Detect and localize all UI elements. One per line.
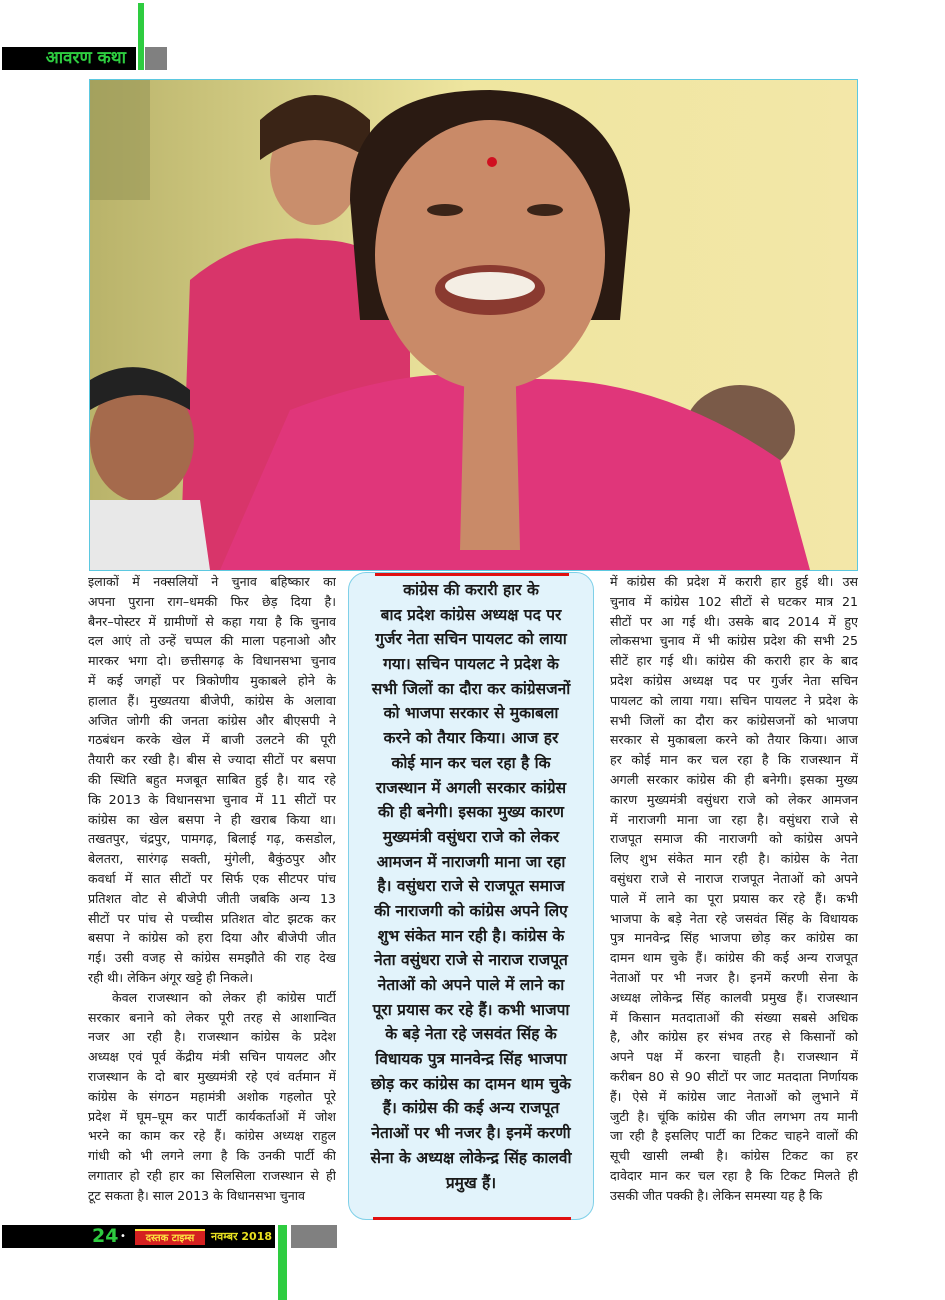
footer-green-accent (278, 1225, 287, 1300)
text-line: कवर्धा में सात सीटों पर सिर्फ एक सीटपर पांच (88, 870, 336, 886)
text-line: सरकार बनाने को लेकर पूरी तरह से आशान्वित (88, 1009, 336, 1025)
text-line: में कांग्रेस की प्रदेश में करारी हार हुई थी। उस (610, 574, 858, 589)
header-green-accent (138, 3, 144, 70)
text-line: दामन थाम चुके हैं। कांग्रेस की कई अन्य राजपूत (610, 950, 858, 966)
text-line: उसकी जीत पक्की है। लेकिन समस्या यह है कि (610, 1187, 823, 1203)
text-line: प्रमुख हैं। (445, 1173, 497, 1192)
text-line: इलाकों में नक्सलियों ने चुनाव बहिष्कार का (88, 574, 336, 589)
text-line: जुटी है। चूंकि कांग्रेस की जीत लगभग तय मानी (610, 1108, 858, 1124)
text-line: मुख्यमंत्री वसुंधरा राजे को लेकर (382, 827, 560, 846)
footer-gray-block (291, 1225, 337, 1248)
text-line: नजर आ रही है। राजस्थान कांग्रेस के प्रदेश (88, 1029, 336, 1045)
text-line: हैं। ऐसे में कांग्रेस जाट नेताओं को लुभाने में (610, 1088, 858, 1104)
text-line: दल आएं तो उन्हें चप्पल की माला पहनाओ और (88, 633, 336, 649)
issue-date: नवम्बर 2018 (211, 1230, 273, 1243)
text-line: लिए शुभ संकेत मान रही है। कांग्रेस के नेता (610, 851, 858, 867)
text-line: लगातार हो रही हार का सिलसिला राजस्थान से ही (88, 1167, 336, 1183)
text-line: सभी जिलों का दौरा कर कांग्रेसजनों (371, 679, 571, 698)
text-line: अध्यक्ष लोकेन्द्र सिंह कालवी प्रमुख हैं। राजस्थान (610, 989, 858, 1005)
text-line: पुत्र मानवेन्द्र सिंह भाजपा छोड़ कर कांग्रेस का (610, 930, 858, 946)
text-line: दावेदार मान कर चल रहा है कि टिकट मिलते ही (610, 1167, 858, 1183)
text-line: बसपा ने कांग्रेस को हरा दिया और बीजेपी जीत (88, 930, 336, 946)
text-line: अध्यक्ष एवं पूर्व केंद्रीय मंत्री सचिन पायलट और (88, 1049, 336, 1065)
text-line: बाद प्रदेश कांग्रेस अध्यक्ष पद पर (380, 605, 562, 624)
text-line: करने को तैयार किया। आज हर (383, 729, 559, 748)
text-line: प्रदेश में घूम–घूम कर पार्टी कार्यकर्ताओं में जोश (88, 1108, 336, 1124)
text-line: सीटों पर पांच से पच्चीस प्रतिशत वोट झटक कर (88, 910, 336, 926)
text-line: गया। सचिन पायलट ने प्रदेश के (383, 655, 559, 674)
text-line: पूरा प्रयास कर रहे हैं। कभी भाजपा (372, 1000, 570, 1019)
pull-quote-text (349, 578, 593, 1195)
text-line: गुर्जर नेता सचिन पायलट को लाया (375, 630, 567, 649)
text-line: सीटें हार गई थी। कांग्रेस की करारी हार के बाद (610, 653, 858, 669)
cover-photo (89, 79, 858, 571)
text-line: शुभ संकेत मान रही है। कांग्रेस के (377, 926, 565, 945)
text-line: बैनर–पोस्टर में ग्रामीणों से कहा गया है कि चुनाव (88, 613, 336, 629)
text-line: के बड़े नेता रहे जसवंत सिंह के (385, 1025, 557, 1044)
text-line: छोड़ कर कांग्रेस का दामन थाम चुके (371, 1074, 571, 1093)
text-line: में किसान मतदाताओं की संख्या सबसे अधिक (610, 1009, 858, 1025)
pull-quote-top-rule (375, 573, 569, 576)
text-line: सीटों पर आ गई थी। उसके बाद 2014 में हुए (610, 613, 858, 629)
text-line: राजस्थान में अगली सरकार कांग्रेस (375, 778, 567, 797)
article-column-right (610, 572, 858, 1206)
text-line: जा रही है इसलिए पार्टी का टिकट चाहने वालों की (610, 1128, 858, 1144)
pull-quote-box (348, 572, 594, 1220)
text-line: सभी जिलों का दौरा कर कांग्रेसजनों को भाजपा (610, 712, 858, 728)
pull-quote-bottom-rule (373, 1217, 571, 1220)
text-line: की स्थिति बहुत मजबूत साबित हुई है। याद रहे (88, 771, 336, 787)
text-line: तखतपुर, चंद्रपुर, पामगढ़, बिलाई गढ़, कसडोल, (88, 831, 336, 847)
text-line: तैयारी कर रखी है। बीस से ज्यादा सीटों पर बसपा (88, 752, 336, 768)
text-line: आमजन में नाराजगी माना जा रहा (376, 852, 566, 871)
text-line: भाजपा के बड़े नेता रहे जसवंत सिंह के विधायक (610, 910, 858, 926)
text-line: गई। उसी वजह से कांग्रेस समझौते की राह देख (88, 950, 336, 966)
magazine-logo: दस्तक टाइम्स (135, 1229, 205, 1245)
text-line: में नाराजगी माना जा रहा है। वसुंधरा राजे से (610, 811, 858, 827)
article-column-left (88, 572, 336, 1206)
text-line: अगली सरकार कांग्रेस की ही बनेगी। इसका मुख्य (610, 771, 858, 787)
text-line: विधायक पुत्र मानवेन्द्र सिंह भाजपा (375, 1050, 567, 1069)
text-line: कारण मुख्यमंत्री वसुंधरा राजे को लेकर आमजन (610, 791, 858, 807)
text-line: पायलट को लाया गया। सचिन पायलट ने प्रदेश के (610, 692, 858, 708)
header-gray-block (145, 47, 167, 70)
text-line: सूची खासी लम्बी है। कांग्रेस टिकट का हर (610, 1148, 858, 1164)
text-line: नेता वसुंधरा राजे से नाराज राजपूत (374, 951, 568, 970)
text-line: गठबंधन करके खेल में बाजी उलटने की पूरी (88, 732, 336, 748)
text-line: सेना के अध्यक्ष लोकेन्द्र सिंह कालवी (370, 1148, 572, 1167)
text-line: कोई मान कर चल रहा है कि (391, 753, 551, 772)
text-line: केवल राजस्थान को लेकर ही कांग्रेस पार्टी (112, 989, 336, 1005)
text-line: नेताओं को अपने पाले में लाने का (377, 976, 565, 994)
footer-bar (2, 1225, 275, 1248)
text-line: हालात हैं। मुख्यतया बीजेपी, कांग्रेस के अलावा (88, 692, 336, 708)
text-line: रही थी। लेकिन अंगूर खट्टे ही निकले। (88, 969, 254, 985)
text-line: है, और कांग्रेस हर संभव तरह से किसानों को (610, 1029, 858, 1045)
text-line: मारकर भगा दो। छत्तीसगढ़ के विधानसभा चुनाव (88, 653, 336, 669)
text-line: चुनाव में कांग्रेस 102 सीटों से घटकर मात्र 21 (610, 593, 858, 609)
text-line: प्रदेश कांग्रेस अध्यक्ष पद पर गुर्जर नेता सचिन (610, 672, 858, 688)
text-line: कांग्रेस की करारी हार के (403, 581, 539, 599)
text-line: प्रतिशत वोट से बीजेपी जीती जबकि अन्य 13 (88, 890, 336, 906)
cover-photo-illustration (90, 80, 857, 570)
text-line: अजित जोगी की जनता कांग्रेस और बीएसपी ने (88, 712, 336, 728)
text-line: नेताओं पर भी नजर है। इनमें करणी (371, 1124, 571, 1143)
text-line: की नाराजगी को कांग्रेस अपने लिए (374, 901, 568, 920)
text-line: सरकार से मुकाबला करने को तैयार किया। आज (610, 732, 858, 748)
text-line: है। वसुंधरा राजे से राजपूत समाज (377, 877, 565, 896)
text-line: बेलतरा, सारंगढ़ सक्ती, मुंगेली, बैकुंठपुर और (88, 851, 336, 867)
text-line: में कई जगहों पर त्रिकोणीय मुकाबले होने के (88, 672, 336, 688)
section-header-bar (2, 47, 136, 70)
text-line: कांग्रेस के संगठन महामंत्री अशोक गहलोत पूरे (88, 1088, 336, 1104)
text-line: कांग्रेस का खेल बसपा ने ही खराब किया था। (88, 811, 336, 827)
text-line: को भाजपा सरकार से मुकाबला (383, 704, 559, 723)
text-line: अपना पुराना राग–धमकी फिर छेड़ दिया है। (88, 593, 336, 609)
text-line: करीबन 80 से 90 सीटों पर जाट मतदाता निर्णायक (610, 1068, 858, 1084)
text-line: पाले में लाने का पूरा प्रयास कर रहे हैं। कभी (610, 890, 858, 906)
text-line: भरने का काम कर रहे हैं। कांग्रेस अध्यक्ष राहुल (88, 1128, 336, 1144)
text-line: की ही बनेगी। इसका मुख्य कारण (377, 803, 564, 822)
text-line: राजस्थान के दो बार मुख्यमंत्री रहे एवं वर्तमान में (88, 1068, 336, 1084)
text-line: कि 2013 के विधानसभा चुनाव में 11 सीटों पर (88, 791, 336, 807)
text-line: राजपूत समाज की नाराजगी को कांग्रेस अपने (610, 831, 858, 847)
text-line: लोकसभा चुनाव में भी कांग्रेस प्रदेश की सभी 25 (610, 633, 858, 649)
footer-bullet: • (120, 1231, 126, 1242)
text-line: गांधी को भी लगने लगा है कि उनकी पार्टी की (88, 1148, 336, 1164)
section-title: आवरण कथा (45, 48, 126, 68)
page-number: 24 (92, 1225, 119, 1247)
text-line: अपने पक्ष में करना चाहती है। राजस्थान में (610, 1049, 858, 1065)
text-line: वसुंधरा राजे से नाराज राजपूत नेताओं को अपने (610, 870, 858, 886)
text-line: हर कोई मान कर चल रहा है कि राजस्थान में (610, 752, 858, 768)
text-line: टूट सकता है। साल 2013 के विधानसभा चुनाव (88, 1187, 305, 1203)
text-line: हैं। कांग्रेस की कई अन्य राजपूत (382, 1099, 560, 1118)
text-line: नेताओं पर भी नजर है। इनमें करणी सेना के (610, 969, 858, 985)
